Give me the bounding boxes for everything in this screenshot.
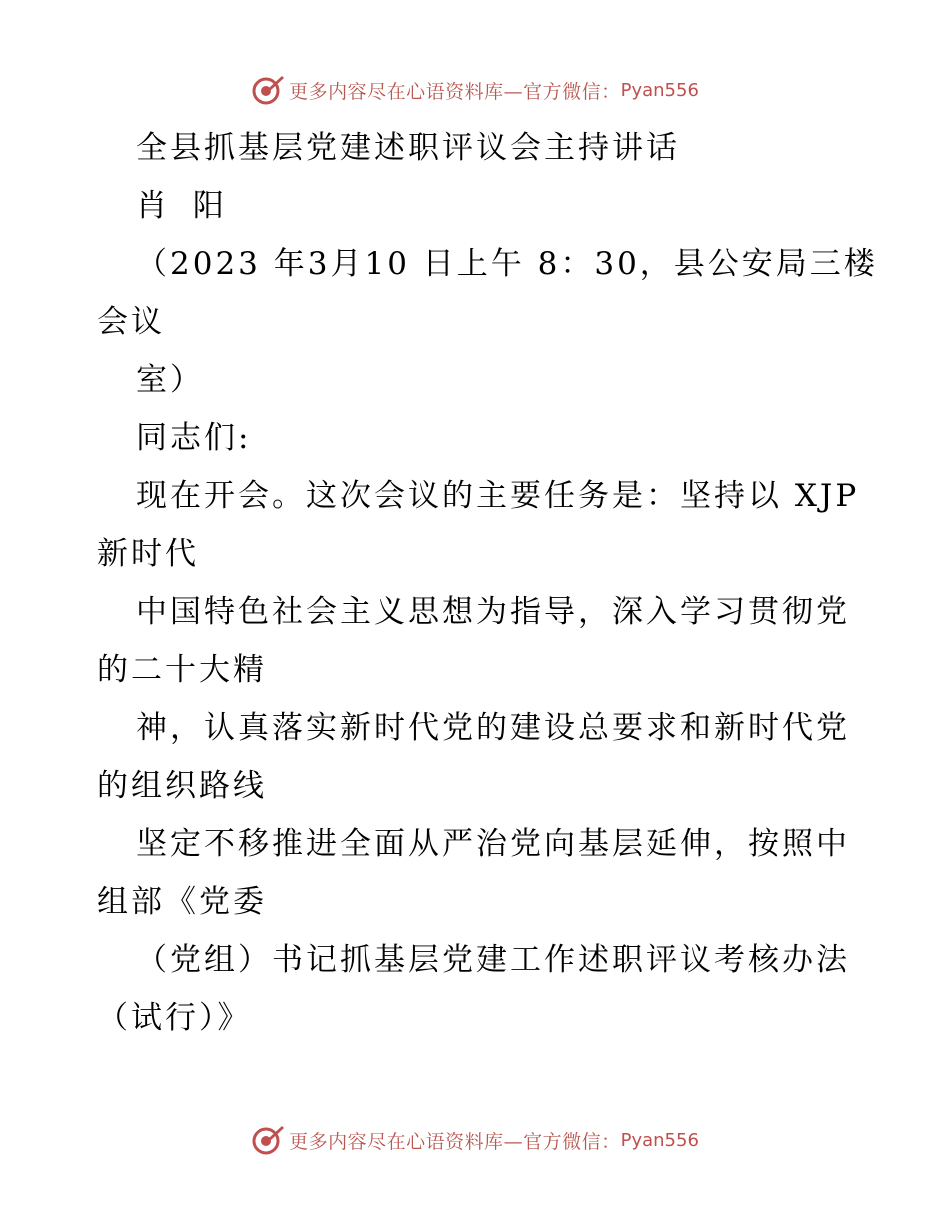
watermark-wechat-id: Pyan556: [620, 79, 699, 101]
document-title: 全县抓基层党建述职评议会主持讲话: [136, 130, 680, 166]
paragraph-line: （试行）》: [97, 1000, 252, 1036]
paragraph-line: （2023 年3月10 日上午 8：30，县公安局三楼: [136, 246, 878, 282]
paragraph-line: 的二十大精: [97, 652, 267, 688]
paragraph-line: 组部《党委: [97, 884, 267, 920]
paragraph-line: 坚定不移推进全面从严治党向基层延伸，按照中: [136, 826, 850, 862]
pen-logo-icon: [251, 73, 285, 107]
footer-watermark: [0, 1120, 950, 1160]
pen-logo-icon: [251, 1123, 285, 1157]
watermark-text: 更多内容尽在心语资料库—官方微信：: [289, 1130, 621, 1153]
paragraph-line: 新时代: [97, 536, 199, 572]
paragraph-line: 中国特色社会主义思想为指导，深入学习贯彻党: [136, 594, 850, 630]
paragraph-line: （党组）书记抓基层党建工作述职评议考核办法: [136, 942, 850, 978]
paragraph-line: 现在开会。这次会议的主要任务是：坚持以 XJP: [136, 478, 860, 514]
salutation: 同志们:: [136, 420, 252, 456]
paragraph-line: 神，认真落实新时代党的建设总要求和新时代党: [136, 710, 850, 746]
header-watermark: [0, 70, 950, 110]
watermark-wechat-id: Pyan556: [620, 1129, 699, 1151]
document-author: 肖 阳: [136, 188, 232, 224]
watermark-text: 更多内容尽在心语资料库—官方微信：: [289, 80, 621, 103]
paragraph-line: 室）: [136, 362, 204, 398]
paragraph-line: 的组织路线: [97, 768, 267, 804]
paragraph-line: 会议: [97, 304, 165, 340]
